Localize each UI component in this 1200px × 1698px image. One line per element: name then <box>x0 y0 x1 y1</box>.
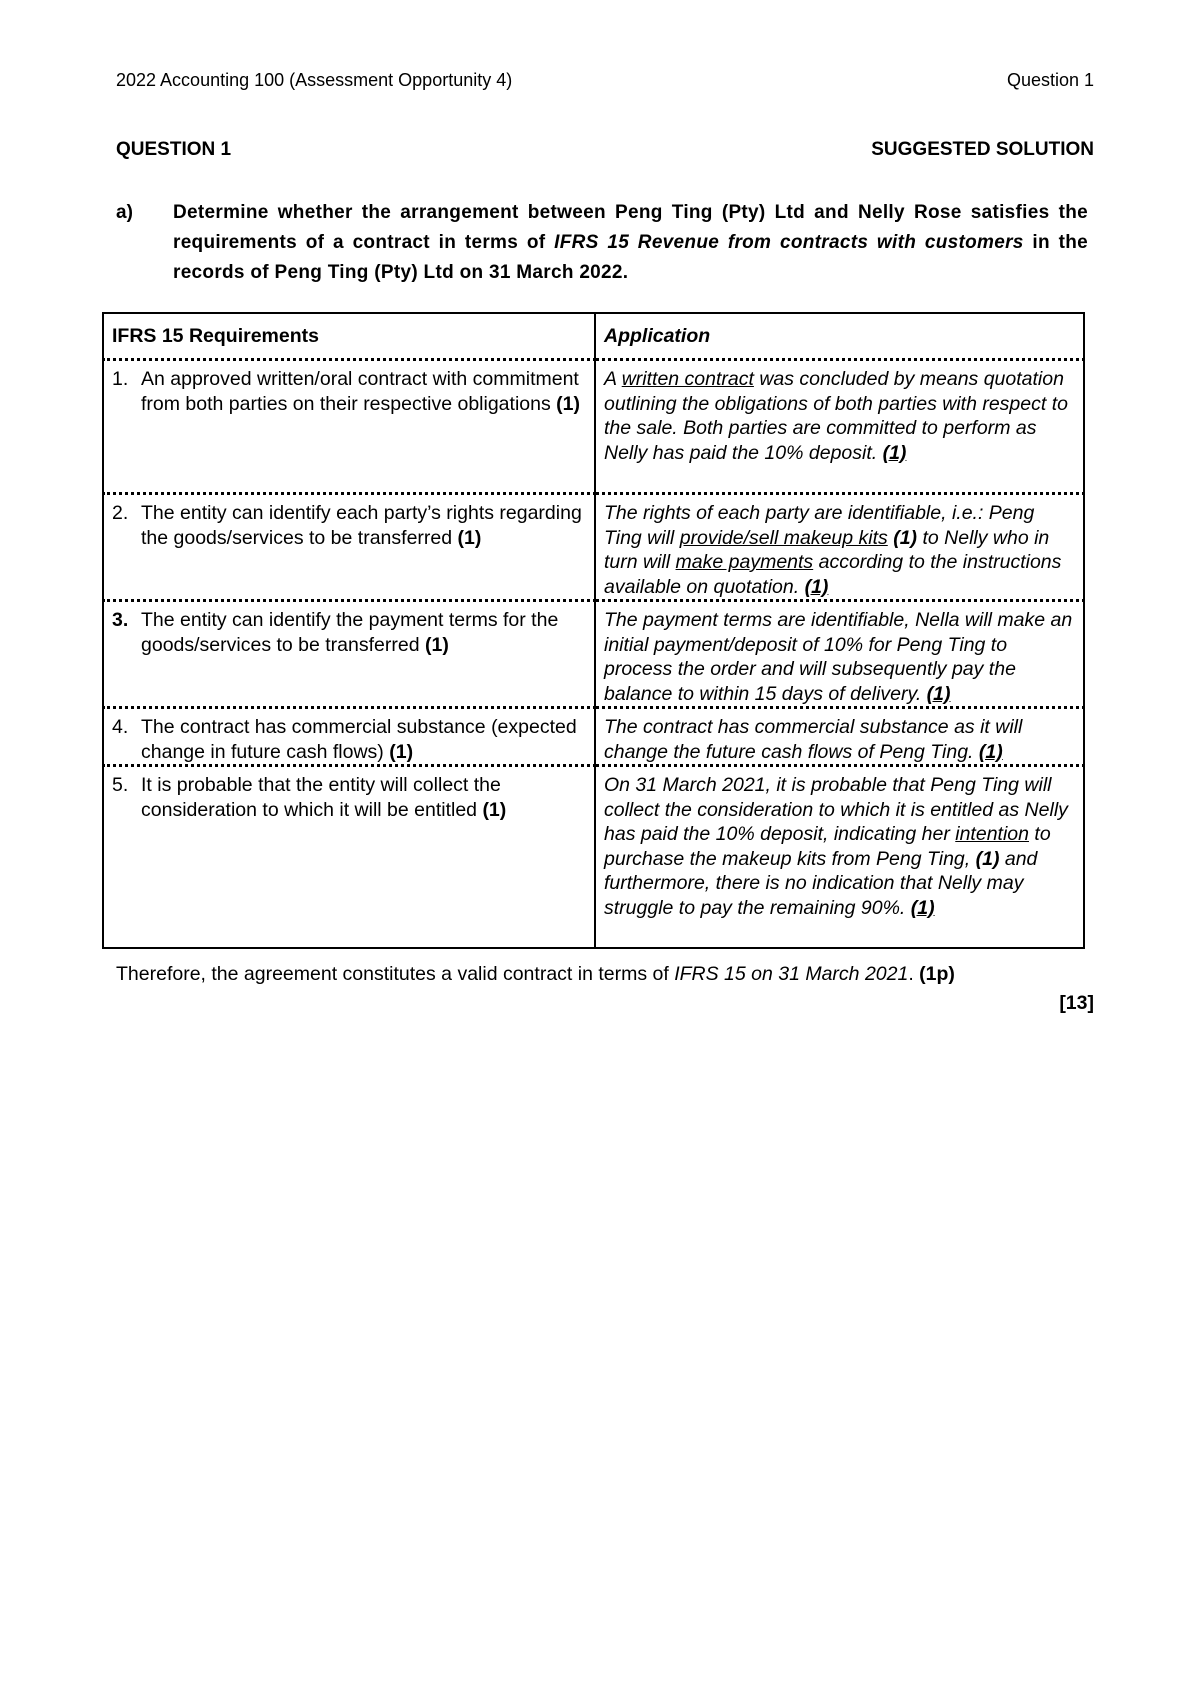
requirement-cell <box>103 766 595 948</box>
requirements-table <box>102 312 1085 949</box>
conclusion: Therefore, the agreement constitutes a valid contract in terms of IFRS 15 on 31 March 2021. (1p) <box>116 963 955 985</box>
table-row <box>103 601 1084 708</box>
table-row <box>103 360 1084 494</box>
underlined-text: intention <box>955 823 1029 845</box>
application-cell: The rights of each party are identifiable, i.e.: Peng Ting will provide/sell makeup kits (1) to Nelly who in turn will make payments according to the instructions available on quotation. (1) <box>595 494 1084 601</box>
requirement-text: The contract has commercial substance (expected change in future cash flows) (1) <box>141 716 577 763</box>
mark: (1) <box>556 392 580 415</box>
question-title: QUESTION 1 <box>116 139 232 160</box>
requirement-cell <box>103 360 595 494</box>
mark: (1) <box>882 441 907 464</box>
mark: (1) <box>389 740 414 763</box>
mark: (1) <box>975 847 1000 870</box>
mark: (1) <box>424 633 449 656</box>
table-row <box>103 708 1084 766</box>
application-cell: The payment terms are identifiable, Nella will make an initial payment/deposit of 10% for Peng Ting to process the order and will subsequently pay the balance to within 15 days of delivery. (1) <box>595 601 1084 708</box>
mark: (1p) <box>919 963 955 985</box>
total-marks: [13] <box>1059 992 1094 1014</box>
application-cell: A written contract was concluded by means quotation outlining the obligations of both parties with respect to the sale. Both parties are committed to perform as Nelly has paid the 10% deposit. (1) <box>595 360 1084 494</box>
mark: (1) <box>926 682 951 705</box>
requirement-cell <box>103 494 595 601</box>
requirement-number: 3. <box>112 609 129 631</box>
conclusion-italic: IFRS 15 on 31 March 2021 <box>674 963 909 985</box>
question-label: Question 1 <box>1006 70 1094 90</box>
mark: (1) <box>978 740 1003 763</box>
subquestion <box>116 198 1088 288</box>
requirement-number: 2. <box>112 502 129 524</box>
underlined-text: make payments <box>675 551 814 573</box>
requirement-text: It is probable that the entity will collect the consideration to which it will be entitled (1) <box>141 774 507 821</box>
table-row <box>103 766 1084 948</box>
requirement-number: 5. <box>112 774 129 796</box>
table-row <box>103 494 1084 601</box>
application-cell: The contract has commercial substance as it will change the future cash flows of Peng Ting. (1) <box>595 708 1084 766</box>
subquestion-text-italic: IFRS 15 Revenue from contracts with customers <box>554 232 1024 253</box>
requirement-cell <box>103 601 595 708</box>
page-header <box>116 70 1094 91</box>
mark: (1) <box>482 798 507 821</box>
underlined-text: provide/sell makeup kits <box>679 526 888 549</box>
application-cell: On 31 March 2021, it is probable that Peng Ting will collect the consideration to which it is entitled as Nelly has paid the 10% deposit, indicating her intention to purchase the makeup kits from Peng Ting, (1) and furthermore, there is no indication that Nelly may struggle to pay the remaining 90%. (1) <box>595 766 1084 948</box>
solution-title: SUGGESTED SOLUTION <box>871 139 1094 160</box>
course-title: 2022 Accounting 100 (Assessment Opportunity 4) <box>116 70 513 90</box>
requirement-text: The entity can identify the payment terms for the goods/services to be transferred (1) <box>141 609 559 656</box>
mark: (1) <box>457 526 482 549</box>
question-heading <box>116 139 1094 161</box>
underlined-text: written contract <box>621 368 754 390</box>
header-application: Application <box>595 313 1084 360</box>
subquestion-letter: a) <box>116 202 133 223</box>
subquestion-text-part2: in the records of Peng Ting (Pty) Ltd on 31 March 2022. <box>173 232 1089 283</box>
subquestion-text <box>173 198 1088 288</box>
table-header-row <box>103 313 1084 360</box>
requirement-text: An approved written/oral contract with commitment from both parties on their respective obligations (1) <box>141 368 580 415</box>
subquestion-text-part1: Determine whether the arrangement between Peng Ting (Pty) Ltd and Nelly Rose satisfies the requirements of a contract in terms of <box>173 202 1088 253</box>
header-requirements: IFRS 15 Requirements <box>103 313 595 360</box>
mark: (1) <box>910 896 935 919</box>
mark: (1) <box>804 575 829 598</box>
mark: (1) <box>893 526 918 549</box>
requirement-text: The entity can identify each party’s rights regarding the goods/services to be transferred (1) <box>141 502 582 549</box>
requirement-number: 4. <box>112 716 129 738</box>
requirement-cell <box>103 708 595 766</box>
requirement-number: 1. <box>112 368 129 390</box>
